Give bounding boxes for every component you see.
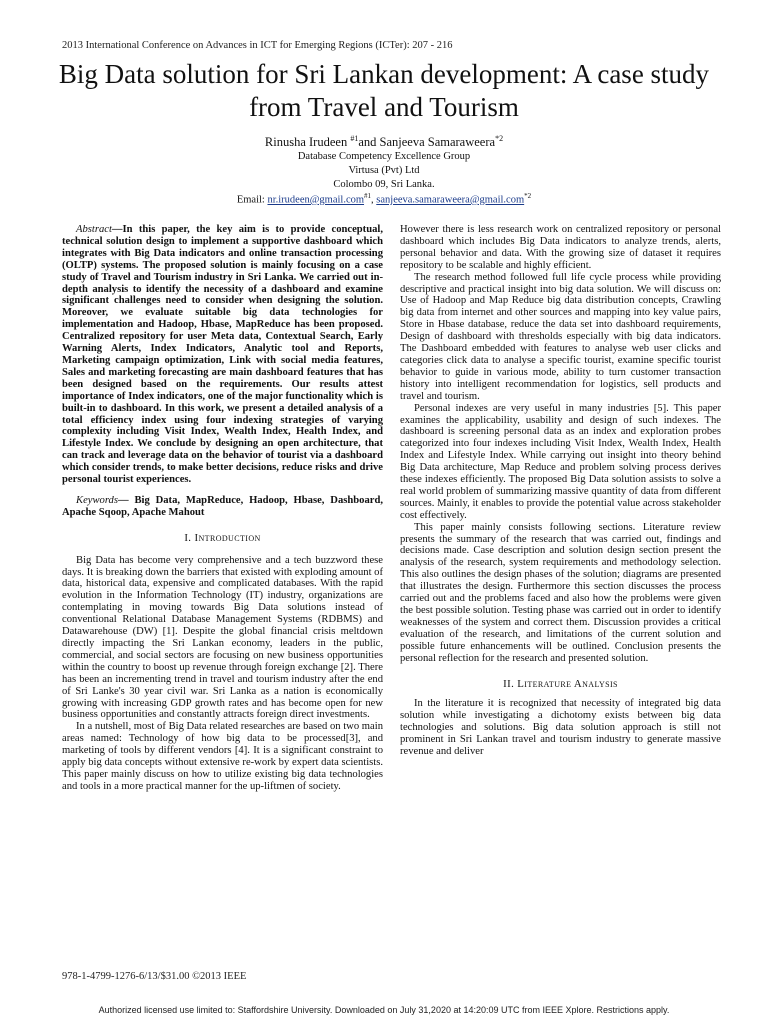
affiliation-group: Database Competency Excellence Group [297, 151, 471, 162]
right-paragraph-4: This paper mainly consists following sections. Literature review presents the summary of the research that was carried out, findings and decisions made. Case description and solution design section present the analysis of the research, system requirements and methodology selection. This also outlines the design phases of the solution; diagrams are presented that illustrates the design. Furthermore this section discusses the process carried out and the problems faced and also how the problems were given the best possible solution. Testing phase was carried out in order to identify weaknesses of the system and correct them. Discussion provides a critical evaluation of the research, and limitations of the current solution and possible future enhancements will be outlined. Conclusion presents the personal reflection for the research and presented solution. [400, 521, 721, 664]
keywords-text: — Big Data, MapReduce, Hadoop, Hbase, Dashboard, Apache Sqoop, Apache Mahout [62, 494, 383, 518]
email-1-marker: #1 [364, 192, 372, 200]
keywords-label: Keywords [76, 494, 118, 506]
paper-title: Big Data solution for Sri Lankan development: A case study from Travel and Tourism [58, 59, 710, 122]
left-column [62, 224, 383, 793]
author-2-marker: *2 [495, 134, 504, 143]
right-paragraph-3: Personal indexes are very useful in many industries [5]. This paper examines the applicability, usability and design of such indexes. The dashboard is screening personal data as an index and exploration probes categorized into four indexes including Visit Index, Wealth Index, Health Index and Lifestyle Index. While carrying out insight into theory behind Big Data architecture, Map Reduce and problem solving process derives these indexes efficiently. The proposed Big Data solution assists to solve a real world problem of summarizing massive quantity of data from different sources. Mainly, it enables to provide the potential value across stakeholder cost effectively. [400, 402, 721, 521]
section-heading-introduction: I. Introduction [184, 531, 261, 544]
copyright-line: 978-1-4799-1276-6/13/$31.00 ©2013 IEEE [62, 971, 247, 982]
intro-paragraph-1: Big Data has become very comprehensive and a tech buzzword these days. It is breaking down the barriers that existed with exploding amount of data, historical data, expensive and complicated databases. With the rapid evolution in the Information Technology (IT) industry, organizations are contemplating in moving towards Big Data solutions instead of conventional Relational Database Management Systems (RDBMS) and Datawarehouse (DW) [1]. Despite the global financial crisis meltdown directly impacting the Sri Lankan economy, leaders in the public, commercial, and social sectors are focusing on new business opportunities within the country to boost up revenue through foreign exchange [2]. There has been an incrementing trend in travel and tourism industry after the end of Sri Lanke's 30 year civil war. Sri Lanka as a nation is economically growing with increasing GDP growth rates and has become open for new business opportunities and constantly attracts foreign direct investments. [62, 554, 383, 721]
email-separator: , [371, 194, 377, 206]
author-2: and Sanjeeva Samaraweera [358, 135, 496, 150]
author-1: Rinusha Irudeen [264, 135, 351, 150]
right-paragraph-1: However there is less research work on centralized repository or personal dashboard which includes Big Data indicators to analyze trends, alerts, personal behavior and data. With the growing size of dataset it requires repository to be scalable and highly efficient. [400, 224, 721, 271]
author-1-marker: #1 [350, 134, 359, 143]
abstract-label: Abstract [76, 224, 112, 235]
affiliation-company: Virtusa (Pvt) Ltd [348, 165, 420, 176]
email-line [0, 192, 768, 206]
abstract-text: —In this paper, the key aim is to provide conceptual, technical solution design to implement a supportive dashboard which integrates with Big Data indicators and online transaction processing (OLTP) systems. The proposed solution is mainly focusing on a case study of Travel and Tourism industry in Sri Lanka. We carried out in-depth analysis to identify the necessity of a dashboard and examine significant challenges need to consider when designing the solution. Moreover, we evaluate suitable big data technologies for implementation and Hadoop, Hbase, MapReduce has been proposed. Centralized repository for user Meta data, Contextual Search, Early Warning Alerts, Index Indicators, Analytic tool and Reports, Marketing campaign optimization, Link with social media features, Sales and marketing forecasting are main dashboard features that has been designed based on the requirements. Our results attest importance of Index indicators, one of the major functionality which is built-in to dashboard. In this work, we present a detailed analysis of a total efficiency index using four indexing strategies of varying complexity including Visit Index, Wealth Index, Health Index, and Lifestyle Index. We conclude by designing an open architecture, that can track and leverage data on the behavior of tourist via a dashboard which consider trends, to make better decisions, reduce risks and drive personal tourist experiences. [62, 224, 383, 486]
email-link-1[interactable]: nr.irudeen@gmail.com [267, 194, 365, 206]
email-link-2[interactable]: sanjeeva.samaraweera@gmail.com [376, 194, 525, 206]
email-2-marker: *2 [524, 192, 532, 200]
abstract [62, 224, 383, 486]
right-paragraph-2: The research method followed full life cycle process while providing descriptive and practical insight into big data solution. We will discuss on: Use of Hadoop and Map Reduce big data distribution concepts, Crawling big data from internet and other sources and mapping into key value pairs, Store in Hbase database, reduce the data set into dashboard requirements, Design of dashboard with thresholds especially with big data indicators. The Dashboard embedded with features to analyse web user clicks and categories click data to analyse a specific tourist, examine specific tourist behavior to guide in various mode, ability to turn customer transaction history into intelligent recommendation for logistics, sell products and travel and tourism. [400, 271, 721, 402]
email-label: Email: [236, 194, 268, 206]
license-notice: Authorized licensed use limited to: Staffordshire University. Downloaded on July 31,2020 at 14:20:09 UTC from IEEE Xplore. Restrictions apply. [98, 1005, 670, 1015]
author-line [0, 132, 768, 149]
keywords [62, 495, 383, 519]
right-column [400, 224, 721, 758]
intro-paragraph-2: In a nutshell, most of Big Data related researches are based on two main areas named: Technology of how big data to be processed[3], and marketing of tools by different vendors [4]. It is a significant constraint to apply big data concepts without extensive re-work by expert data scientists. This paper mainly discuss on how to utilize existing big data technologies and tools in a more practical manner for the up-liftmen of society. [62, 721, 383, 792]
section-heading-literature-analysis: II. Literature Analysis [503, 677, 618, 690]
conference-header: 2013 International Conference on Advances in ICT for Emerging Regions (ICTer): 207 - 216 [62, 40, 453, 51]
affiliation-address: Colombo 09, Sri Lanka. [333, 179, 435, 190]
literature-paragraph-1: In the literature it is recognized that necessity of integrated big data solution while investigating a dichotomy exists between big data technologies and solutions. Big data solution approach is still not prominent in Sri Lankan travel and tourism industry to generate massive revenue and deliver [400, 698, 721, 758]
